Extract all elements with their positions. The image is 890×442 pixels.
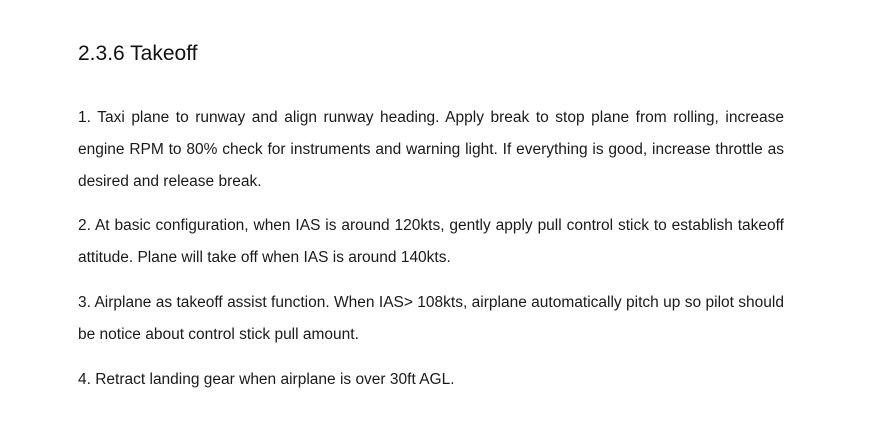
takeoff-step-1: 1. Taxi plane to runway and align runway heading. Apply break to stop plane from rolling, increase engine RPM to 80% check for instruments and warning light. If everything is good, increase throttle as desired and release break. bbox=[78, 109, 784, 190]
takeoff-step-3: 3. Airplane as takeoff assist function. When IAS> 108kts, airplane automatically pitch up so pilot should be notice about control stick pull amount. bbox=[78, 294, 784, 343]
takeoff-step-4: 4. Retract landing gear when airplane is over 30ft AGL. bbox=[78, 371, 455, 388]
takeoff-step-2: 2. At basic configuration, when IAS is around 120kts, gently apply pull control stick to establish takeoff attitude. Plane will take off when IAS is around 140kts. bbox=[78, 217, 784, 266]
section-heading: 2.3.6 Takeoff bbox=[78, 42, 198, 65]
